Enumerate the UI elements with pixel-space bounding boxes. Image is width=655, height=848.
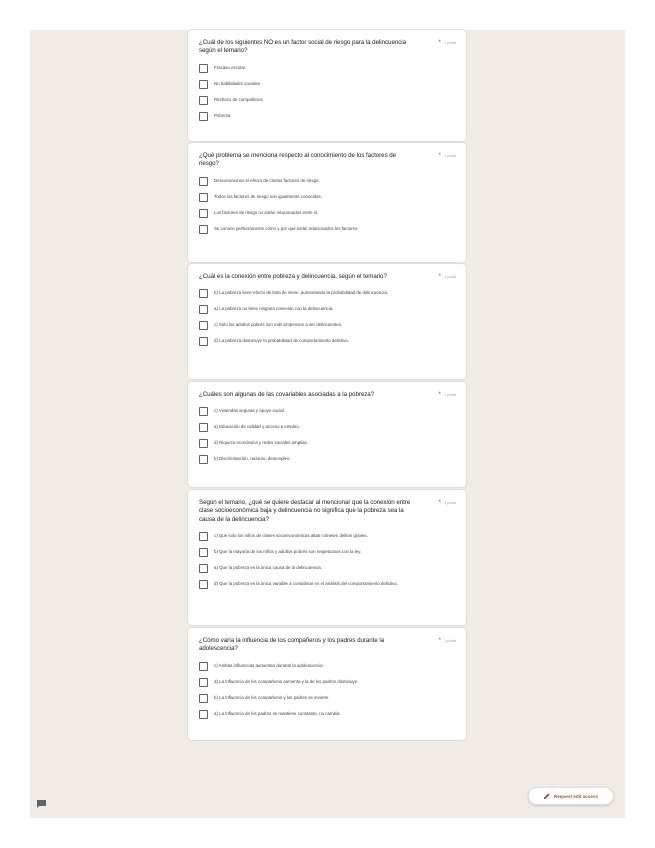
- option-label: c) Ambas influencias aumentan durante la adolescencia.: [214, 662, 324, 668]
- option-row[interactable]: [199, 439, 456, 448]
- question-card: [188, 143, 466, 262]
- question-points: [439, 274, 456, 280]
- option-row[interactable]: [199, 580, 456, 589]
- option-label: Desconocemos el efecto de ciertos factores de riesgo.: [214, 177, 320, 183]
- question-title: [199, 637, 412, 654]
- option-checkbox[interactable]: [199, 439, 208, 448]
- required-marker: *: [438, 274, 441, 280]
- option-label: d) Que la pobreza es la única variable a considerar en el análisis del comportamiento delictivo.: [214, 581, 399, 587]
- option-checkbox[interactable]: [199, 321, 208, 330]
- request-edit-access-label: Request edit access: [553, 793, 599, 799]
- option-label: Los factores de riesgo no están relacionados entre sí.: [214, 209, 319, 215]
- points-label: 1 point: [443, 392, 456, 397]
- question-points: [439, 153, 456, 159]
- option-row[interactable]: [199, 177, 456, 186]
- option-label: Se conoce perfectamente cómo y por qué están relacionados los factores.: [214, 225, 359, 231]
- option-label: d) La pobreza disminuye la probabilidad de comportamiento delictivo.: [214, 338, 349, 344]
- question-card: [188, 628, 466, 740]
- option-checkbox[interactable]: [199, 564, 208, 573]
- option-checkbox[interactable]: [199, 64, 208, 73]
- option-row[interactable]: [199, 64, 456, 73]
- option-checkbox[interactable]: [199, 193, 208, 202]
- question-header: [199, 152, 456, 169]
- options-list: [199, 662, 456, 719]
- option-label: b) Que la mayoría de los niños y adultos pobres son respetuosos con la ley.: [214, 549, 362, 555]
- points-label: 1 point: [443, 500, 456, 505]
- question-points: [439, 40, 456, 46]
- option-row[interactable]: [199, 548, 456, 557]
- option-label: c) Solo los adultos pobres son más propensos a ser delincuentes.: [214, 322, 343, 328]
- option-row[interactable]: [199, 225, 456, 234]
- option-checkbox[interactable]: [199, 305, 208, 314]
- option-checkbox[interactable]: [199, 337, 208, 346]
- option-label: d) La influencia de los compañeros aumenta y la de los padres disminuye.: [214, 678, 359, 684]
- option-label: a) La influencia de los padres se mantiene constante, no cambia.: [214, 710, 341, 716]
- option-row[interactable]: [199, 564, 456, 573]
- option-row[interactable]: [199, 694, 456, 703]
- question-header: [199, 499, 456, 524]
- option-checkbox[interactable]: [199, 80, 208, 89]
- option-checkbox[interactable]: [199, 455, 208, 464]
- option-label: d) Riqueza económica y redes sociales amplias.: [214, 440, 308, 446]
- options-list: [199, 407, 456, 464]
- question-title-text: ¿Cómo varía la influencia de los compañeros y los padres durante la adolescencia?: [199, 637, 385, 653]
- question-title-text: ¿Cuál de los siguientes NO es un factor social de riesgo para la delincuencia según el temario?: [199, 39, 406, 55]
- question-card: [188, 264, 466, 379]
- option-checkbox[interactable]: [199, 225, 208, 234]
- option-checkbox[interactable]: [199, 96, 208, 105]
- option-checkbox[interactable]: [199, 662, 208, 671]
- points-label: 1 point: [443, 638, 456, 643]
- question-title-text: ¿Cuáles son algunas de las covariables asociadas a la pobreza?: [199, 391, 375, 398]
- option-row[interactable]: [199, 305, 456, 314]
- option-label: Fracaso escolar: [214, 64, 246, 70]
- option-checkbox[interactable]: [199, 532, 208, 541]
- option-checkbox[interactable]: [199, 177, 208, 186]
- option-label: b) La pobreza tiene efecto de bola de nieve, aumentando la probabilidad de delincuencia.: [214, 290, 389, 296]
- question-title-text: ¿Qué problema se menciona respecto al conocimiento de los factores de riesgo?: [199, 152, 397, 168]
- feedback-icon[interactable]: [37, 800, 46, 808]
- option-checkbox[interactable]: [199, 678, 208, 687]
- option-label: Pobreza: [214, 112, 231, 118]
- option-row[interactable]: [199, 80, 456, 89]
- question-card: [188, 30, 466, 141]
- option-row[interactable]: [199, 455, 456, 464]
- question-card: [188, 490, 466, 625]
- option-row[interactable]: [199, 337, 456, 346]
- options-list: [199, 289, 456, 346]
- question-header: [199, 273, 456, 281]
- option-label: a) Que la pobreza es la única causa de la delincuencia.: [214, 565, 322, 571]
- points-label: 1 point: [443, 274, 456, 279]
- options-list: [199, 64, 456, 121]
- option-label: a) La pobreza no tiene ninguna conexión con la delincuencia.: [214, 306, 334, 312]
- points-label: 1 point: [443, 40, 456, 45]
- question-title: [199, 273, 412, 281]
- question-title-text: Según el temario, ¿qué se quiere destacar al mencionar que la conexión entre clase socioeconómica baja y delincuencia no significa que la pobreza sea la causa de la delincuencia?: [199, 499, 411, 523]
- required-marker: *: [438, 500, 441, 506]
- question-header: [199, 39, 456, 56]
- required-marker: *: [438, 392, 441, 398]
- option-row[interactable]: [199, 678, 456, 687]
- option-label: b) Discriminación, racismo, desempleo.: [214, 456, 291, 462]
- option-checkbox[interactable]: [199, 112, 208, 121]
- option-label: Todos los factores de riesgo son igualmente conocidos.: [214, 193, 322, 199]
- option-label: a) Educación de calidad y acceso a empleo.: [214, 424, 300, 430]
- question-header: [199, 637, 456, 654]
- option-label: b) La influencia de los compañeros y los padres se invierte.: [214, 694, 330, 700]
- points-label: 1 point: [443, 153, 456, 158]
- option-row[interactable]: [199, 112, 456, 121]
- option-checkbox[interactable]: [199, 407, 208, 416]
- required-marker: *: [438, 638, 441, 644]
- question-title-text: ¿Cuál es la conexión entre pobreza y delincuencia, según el temario?: [199, 273, 387, 280]
- question-points: [439, 392, 456, 398]
- question-title: [199, 152, 412, 169]
- option-row[interactable]: [199, 532, 456, 541]
- request-edit-access-button[interactable]: [528, 787, 614, 805]
- required-marker: *: [438, 153, 441, 159]
- option-label: c) Que solo los niños de clases socioeconómicas altas cometen delitos graves.: [214, 533, 368, 539]
- question-title: [199, 391, 412, 399]
- option-checkbox[interactable]: [199, 694, 208, 703]
- question-points: [439, 500, 456, 506]
- option-row[interactable]: [199, 96, 456, 105]
- option-row[interactable]: [199, 662, 456, 671]
- option-row[interactable]: [199, 321, 456, 330]
- question-header: [199, 391, 456, 399]
- pencil-icon: [544, 793, 550, 799]
- option-label: c) Viviendas seguras y apoyo social.: [214, 408, 285, 414]
- question-points: [439, 638, 456, 644]
- option-checkbox[interactable]: [199, 423, 208, 432]
- option-row[interactable]: [199, 407, 456, 416]
- question-title: [199, 39, 412, 56]
- form-page: [30, 30, 625, 818]
- option-checkbox[interactable]: [199, 289, 208, 298]
- option-checkbox[interactable]: [199, 209, 208, 218]
- option-checkbox[interactable]: [199, 710, 208, 719]
- option-row[interactable]: [199, 209, 456, 218]
- required-marker: *: [438, 40, 441, 46]
- option-label: No habilidades sociales: [214, 80, 261, 86]
- option-checkbox[interactable]: [199, 580, 208, 589]
- options-list: [199, 532, 456, 589]
- option-row[interactable]: [199, 710, 456, 719]
- option-row[interactable]: [199, 423, 456, 432]
- option-row[interactable]: [199, 193, 456, 202]
- question-card: [188, 382, 466, 487]
- question-title: [199, 499, 412, 524]
- option-label: Rechazo de compañeros: [214, 96, 263, 102]
- option-checkbox[interactable]: [199, 548, 208, 557]
- option-row[interactable]: [199, 289, 456, 298]
- options-list: [199, 177, 456, 234]
